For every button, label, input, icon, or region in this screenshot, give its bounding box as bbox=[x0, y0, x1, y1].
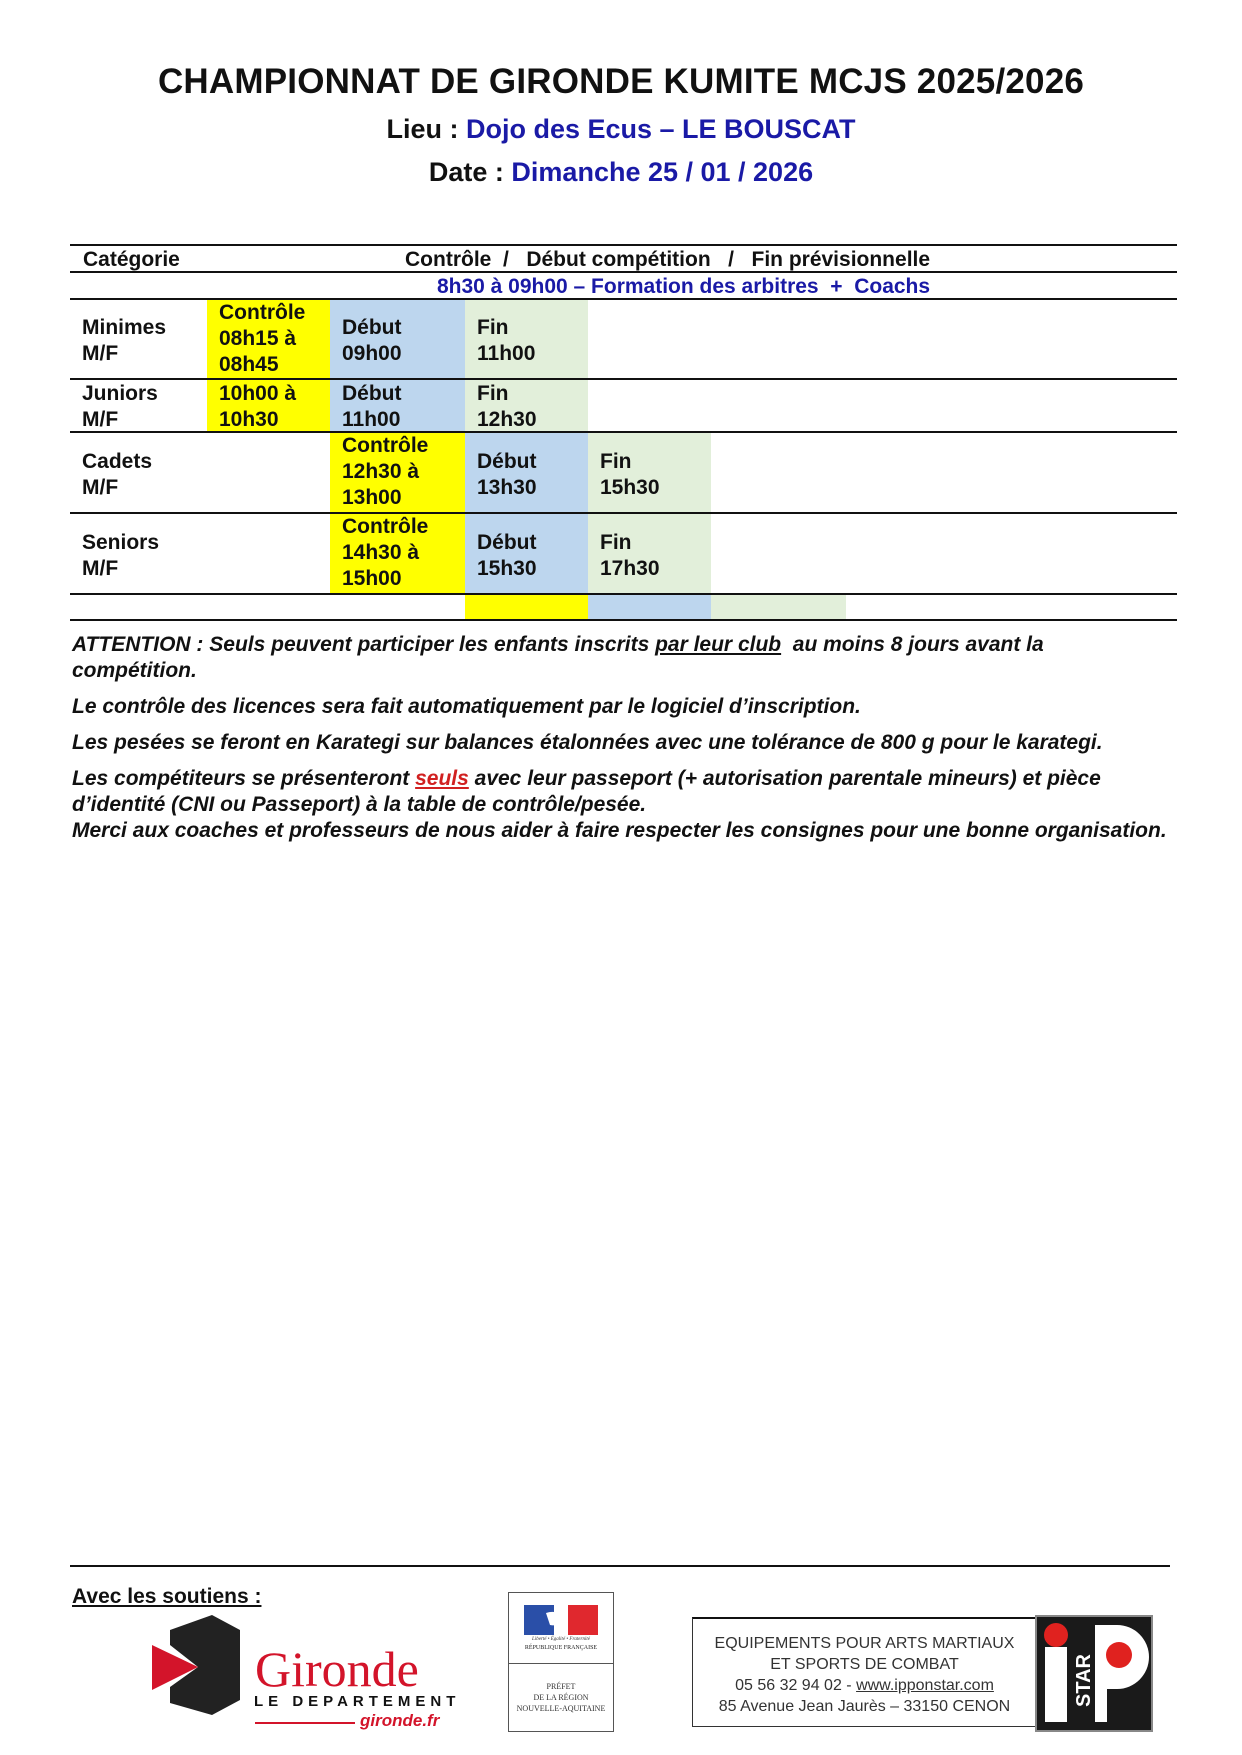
category-name: Juniors bbox=[82, 382, 158, 405]
fin-time: 12h30 bbox=[477, 408, 537, 431]
ipponstar-line: EQUIPEMENTS POUR ARTS MARTIAUX bbox=[714, 1635, 1015, 1652]
gironde-subtitle: LE DEPARTEMENT bbox=[254, 1693, 461, 1710]
fin-time: 15h30 bbox=[600, 476, 660, 499]
ipponstar-phone: 05 56 32 94 02 - bbox=[735, 1677, 857, 1694]
controle-label: Contrôle bbox=[342, 515, 429, 538]
fin-label: Fin bbox=[600, 531, 632, 554]
controle-cell bbox=[330, 433, 465, 513]
note-text: ATTENTION : Seuls peuvent participer les enfants inscrits bbox=[72, 633, 656, 656]
ipponstar-info-box bbox=[692, 1617, 1037, 1727]
controle-label: Contrôle bbox=[342, 434, 429, 457]
header-category: Catégorie bbox=[83, 248, 180, 271]
republique-francaise-logo bbox=[508, 1592, 614, 1732]
republique-divider bbox=[509, 1663, 613, 1664]
controle-cell bbox=[330, 514, 465, 594]
footer-rule bbox=[70, 1565, 1170, 1567]
debut-cell bbox=[465, 433, 588, 513]
controle-label: Contrôle bbox=[219, 301, 306, 324]
note-underlined: par leur club bbox=[655, 633, 782, 656]
prefet-line: PRÉFET bbox=[546, 1682, 576, 1691]
controle-start: 12h30 à bbox=[342, 460, 420, 483]
category-name: Minimes bbox=[82, 316, 167, 339]
fin-cell bbox=[465, 380, 588, 432]
date-value: Dimanche 25 / 01 / 2026 bbox=[511, 157, 814, 187]
formation-row: 8h30 à 09h00 – Formation des arbitres + Coachs bbox=[436, 275, 931, 298]
republique-name: RÉPUBLIQUE FRANÇAISE bbox=[524, 1645, 598, 1651]
date-label: Date : bbox=[428, 157, 512, 187]
category-cell bbox=[70, 449, 207, 501]
note-merci: Merci aux coaches et professeurs de nous aider à faire respecter les consignes pour une bonne organisation. bbox=[72, 819, 1167, 842]
ipponstar-line: ET SPORTS DE COMBAT bbox=[770, 1656, 959, 1673]
note-pesees: Les pesées se feront en Karategi sur balances étalonnées avec une tolérance de 800 g pour le karategi. bbox=[72, 731, 1103, 754]
controle-start: 08h15 à bbox=[219, 327, 297, 350]
debut-cell bbox=[330, 380, 465, 432]
category-cell bbox=[70, 530, 207, 582]
fin-cell bbox=[465, 300, 588, 380]
note-competiteurs bbox=[72, 766, 1172, 818]
gironde-emblem-icon bbox=[150, 1615, 250, 1720]
gironde-url[interactable]: gironde.fr bbox=[360, 1711, 440, 1730]
controle-end: 08h45 bbox=[219, 353, 279, 376]
fin-time: 17h30 bbox=[600, 557, 660, 580]
controle-end: 13h00 bbox=[342, 486, 402, 509]
debut-label: Début bbox=[477, 450, 537, 473]
table-rule bbox=[70, 619, 1177, 621]
fin-time: 11h00 bbox=[477, 342, 536, 365]
category-name: Cadets bbox=[82, 450, 153, 473]
document-title: CHAMPIONNAT DE GIRONDE KUMITE MCJS 2025/2026 bbox=[157, 62, 1085, 101]
category-name: Seniors bbox=[82, 531, 160, 554]
ipponstar-logo-icon bbox=[1037, 1617, 1151, 1730]
venue-line bbox=[0, 114, 1242, 145]
gironde-name: Gironde bbox=[255, 1641, 419, 1697]
category-gender: M/F bbox=[82, 408, 119, 431]
ipponstar-address: 85 Avenue Jean Jaurès – 33150 CENON bbox=[718, 1698, 1011, 1715]
marianne-flag-icon bbox=[524, 1605, 598, 1635]
note-text: avec leur passeport (+ autorisation parentale mineurs) et pièce d’identité (CNI ou Passeport) à la table de contrôle/pesée. bbox=[72, 767, 1101, 816]
note-licences: Le contrôle des licences sera fait automatiquement par le logiciel d’inscription. bbox=[72, 695, 861, 718]
controle-start: 10h00 à bbox=[219, 382, 297, 405]
debut-label: Début bbox=[342, 316, 402, 339]
note-text: au moins 8 jours avant la compétition. bbox=[72, 633, 1050, 682]
ipponstar-website-link[interactable]: www.ipponstar.com bbox=[856, 1677, 994, 1694]
debut-time: 13h30 bbox=[477, 476, 537, 499]
prefet-text bbox=[509, 1681, 613, 1714]
controle-end: 15h00 bbox=[342, 567, 402, 590]
gironde-divider bbox=[255, 1722, 355, 1724]
debut-time: 09h00 bbox=[342, 342, 402, 365]
category-gender: M/F bbox=[82, 476, 119, 499]
debut-cell bbox=[465, 514, 588, 594]
debut-time: 15h30 bbox=[477, 557, 537, 580]
ipponstar-contact bbox=[693, 1675, 1036, 1696]
ipponstar-logo bbox=[1035, 1615, 1153, 1732]
fin-cell bbox=[588, 433, 711, 513]
debut-time: 11h00 bbox=[342, 408, 401, 431]
table-rule bbox=[70, 271, 1177, 273]
venue-value: Dojo des Ecus – LE BOUSCAT bbox=[465, 114, 856, 144]
category-gender: M/F bbox=[82, 342, 119, 365]
controle-end: 10h30 bbox=[219, 408, 279, 431]
fin-cell bbox=[588, 514, 711, 594]
footer-label: Avec les soutiens : bbox=[72, 1585, 262, 1608]
fin-label: Fin bbox=[600, 450, 632, 473]
controle-start: 14h30 à bbox=[342, 541, 420, 564]
venue-label: Lieu : bbox=[386, 114, 466, 144]
controle-cell bbox=[207, 380, 330, 432]
republique-motto: Liberté • Égalité • Fraternité bbox=[532, 1637, 590, 1642]
note-text: Les compétiteurs se présenteront bbox=[72, 767, 416, 790]
color-swatch-controle bbox=[465, 595, 588, 619]
prefet-line: DE LA RÉGION bbox=[533, 1693, 589, 1702]
category-cell bbox=[70, 381, 207, 433]
debut-cell bbox=[330, 300, 465, 380]
date-line bbox=[0, 157, 1242, 188]
note-emphasis: seuls bbox=[415, 767, 469, 790]
category-cell bbox=[70, 315, 207, 367]
debut-label: Début bbox=[477, 531, 537, 554]
color-swatch-fin bbox=[711, 595, 846, 619]
debut-label: Début bbox=[342, 382, 402, 405]
prefet-line: NOUVELLE-AQUITAINE bbox=[516, 1704, 606, 1713]
controle-cell bbox=[207, 300, 330, 380]
category-gender: M/F bbox=[82, 557, 119, 580]
notes-section bbox=[72, 632, 1172, 854]
ipponstar-logo-text: STAR bbox=[1073, 1654, 1095, 1707]
note-attention bbox=[72, 632, 1172, 684]
table-rule bbox=[70, 244, 1177, 246]
header-schedule: Contrôle / Début compétition / Fin prévisionnelle bbox=[405, 248, 931, 271]
color-swatch-debut bbox=[588, 595, 711, 619]
fin-label: Fin bbox=[477, 316, 509, 339]
fin-label: Fin bbox=[477, 382, 509, 405]
